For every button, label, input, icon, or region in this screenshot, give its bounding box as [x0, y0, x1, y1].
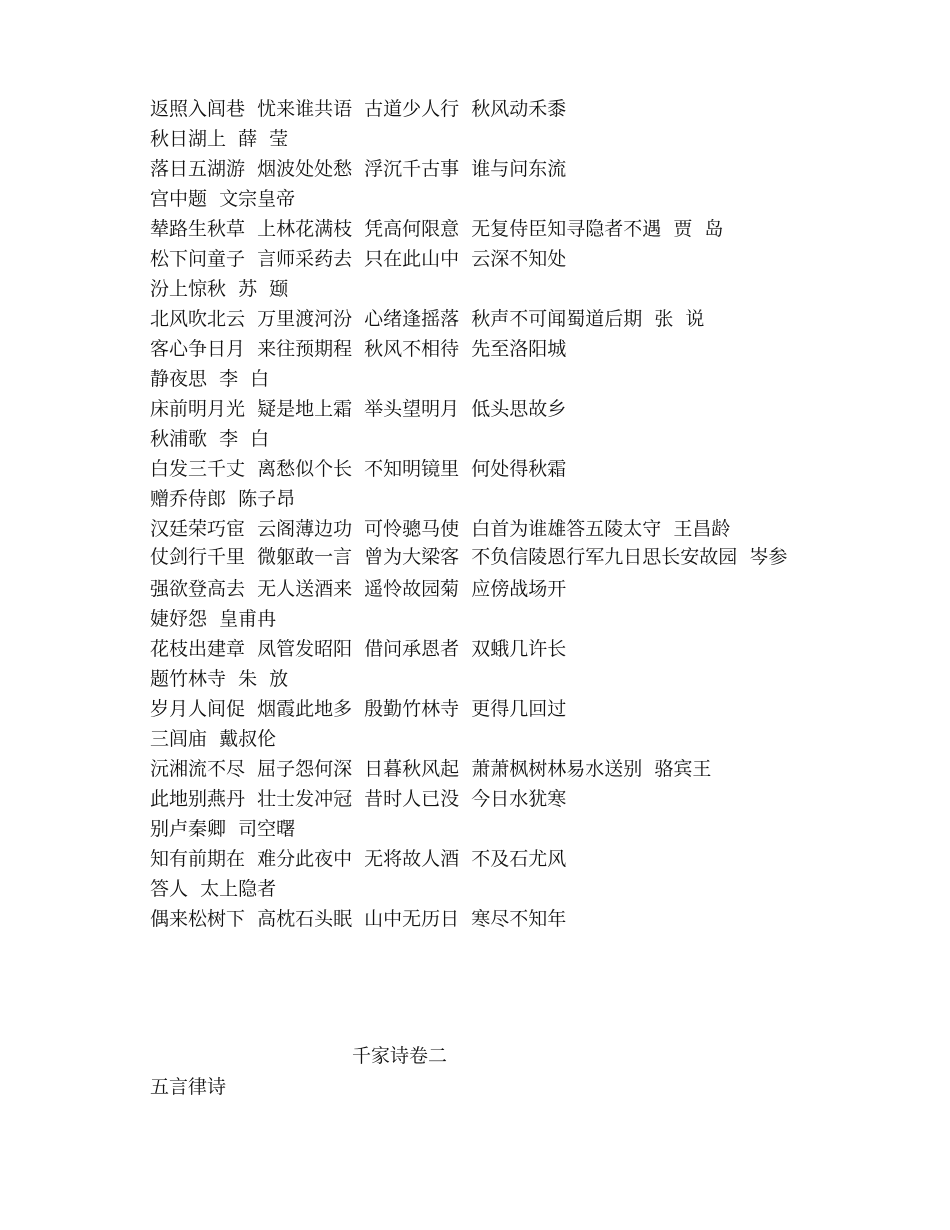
text-line: 松下问童子 言师采药去 只在此山中 云深不知处 [150, 248, 567, 270]
text-line: 落日五湖游 烟波处处愁 浮沉千古事 谁与问东流 [150, 158, 567, 180]
poem-heading: 婕妤怨 皇甫冉 [150, 608, 277, 630]
text-line: 汉廷荣巧宦 云阁薄边功 可怜骢马使 白首为谁雄答五陵太守 王昌龄 [150, 518, 731, 540]
poem-heading: 宫中题 文宗皇帝 [150, 188, 296, 210]
poem-heading: 赠乔侍郎 陈子昂 [150, 488, 296, 510]
section-title: 千家诗卷二 [352, 1045, 448, 1067]
text-line: 岁月人间促 烟霞此地多 殷勤竹林寺 更得几回过 [150, 698, 567, 720]
text-line: 此地别燕丹 壮士发冲冠 昔时人已没 今日水犹寒 [150, 788, 567, 810]
text-line: 仗剑行千里 微躯敢一言 曾为大梁客 不负信陵恩行军九日思长安故园 岑参 [150, 546, 788, 568]
text-line: 沅湘流不尽 屈子怨何深 日暮秋风起 萧萧枫树林易水送别 骆宾王 [150, 758, 712, 780]
section-subtitle: 五言律诗 [150, 1076, 227, 1098]
poem-heading: 秋浦歌 李 白 [150, 428, 270, 450]
text-line: 知有前期在 难分此夜中 无将故人酒 不及石尤风 [150, 848, 567, 870]
text-line: 床前明月光 疑是地上霜 举头望明月 低头思故乡 [150, 398, 567, 420]
poem-heading: 答人 太上隐者 [150, 878, 277, 900]
poem-heading: 静夜思 李 白 [150, 368, 270, 390]
text-line: 白发三千丈 离愁似个长 不知明镜里 何处得秋霜 [150, 458, 567, 480]
text-line: 辇路生秋草 上林花满枝 凭高何限意 无复侍臣知寻隐者不遇 贾 岛 [150, 218, 724, 240]
text-line: 北风吹北云 万里渡河汾 心绪逢摇落 秋声不可闻蜀道后期 张 说 [150, 308, 705, 330]
text-line: 客心争日月 来往预期程 秋风不相待 先至洛阳城 [150, 338, 567, 360]
poem-heading: 题竹林寺 朱 放 [150, 668, 289, 690]
text-line: 偶来松树下 高枕石头眠 山中无历日 寒尽不知年 [150, 908, 567, 930]
poem-text-block [140, 94, 810, 934]
text-line: 返照入闾巷 忧来谁共语 古道少人行 秋风动禾黍 [150, 98, 567, 120]
poem-heading: 别卢秦卿 司空曙 [150, 818, 296, 840]
poem-heading: 三闾庙 戴叔伦 [150, 728, 277, 750]
text-line: 花枝出建章 凤管发昭阳 借问承恩者 双蛾几许长 [150, 638, 567, 660]
poem-heading: 汾上惊秋 苏 颋 [150, 278, 289, 300]
text-line: 强欲登高去 无人送酒来 遥怜故园菊 应傍战场开 [150, 578, 567, 600]
poem-heading: 秋日湖上 薛 莹 [150, 128, 289, 150]
